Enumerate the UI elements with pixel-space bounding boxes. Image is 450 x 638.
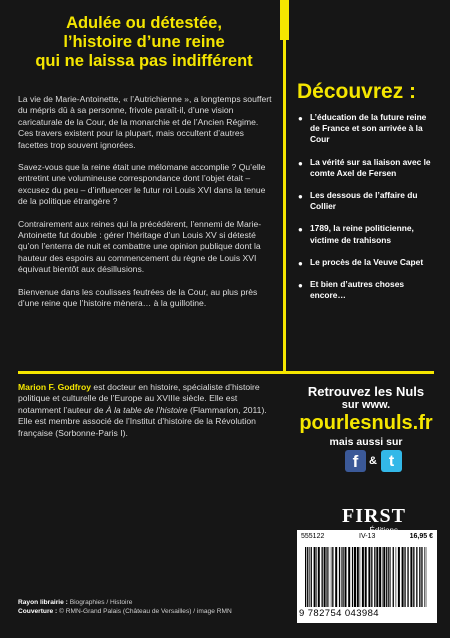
credits xyxy=(18,598,288,616)
website-link[interactable]: pourlesnuls.fr xyxy=(299,412,433,434)
promo-line-2: sur www. xyxy=(341,399,391,411)
headline xyxy=(18,14,270,71)
bullet-icon: ● xyxy=(298,158,303,168)
book-title: À la table de l’histoire xyxy=(105,404,188,415)
barcode-header xyxy=(301,533,433,544)
cover-value: © RMN-Grand Palais (Château de Versailles) / image RMN xyxy=(59,608,232,615)
horizontal-divider xyxy=(18,371,434,374)
barcode-panel xyxy=(297,530,437,623)
list-item: ● La vérité sur sa liaison avec le comte Axel de Fersen xyxy=(298,156,431,178)
bullet-icon: ● xyxy=(298,225,303,235)
edition-code: IV-13 xyxy=(359,533,376,540)
isbn-digits: 9 782754 043984 xyxy=(299,608,379,619)
bullet-icon: ● xyxy=(298,114,303,123)
twitter-icon[interactable]: t xyxy=(381,450,402,472)
promo-line-4: mais aussi sur xyxy=(329,436,403,448)
headline-line-3: qui ne laissa pas indifférent xyxy=(35,52,253,70)
cover-label: Couverture : xyxy=(18,608,58,615)
ampersand: & xyxy=(369,455,377,467)
list-item: ● Et bien d’autres choses encore… xyxy=(298,279,405,301)
vertical-divider xyxy=(283,36,286,371)
publisher-name: FIRST xyxy=(342,505,406,527)
bullet-icon: ● xyxy=(298,281,303,291)
yellow-corner-tab xyxy=(280,0,289,40)
bullet-icon: ● xyxy=(298,258,303,268)
author-bio: Marion F. Godfroy est docteur en histoire, spécialiste d’histoire politique et culturelle de l’Europe au XVIIIe siècle. Elle est notamment l’auteur de À la table de l’histoire (Flammarion, 2011). Elle est membre associé de l’Institut d’histoire de la Révolution française (Sorbonne-Paris I). xyxy=(18,382,267,438)
social-icons xyxy=(345,450,415,474)
synopsis-paragraph: Contrairement aux reines qui la précédèrent, l’ennemi de Marie-Antoinette fut double : gérer l’héritage d’un Louis XV si détesté qu’on l’enterra de nuit et combattre une opinion publique dont la hauteur des espoirs au commencement du règne de Louis XVI équivaut bientôt aux désillusions. xyxy=(18,218,262,275)
rayon-value: Biographies / Histoire xyxy=(69,599,133,606)
synopsis-paragraph: Bienvenue dans les coulisses feutrées de la Cour, au plus près d’une reine que l’histoire mènera… à la guillotine. xyxy=(18,286,258,309)
list-item: ● Les dessous de l’affaire du Collier xyxy=(298,190,418,212)
headline-line-2: l’histoire d’une reine xyxy=(63,33,225,51)
list-item: ● Le procès de la Veuve Capet xyxy=(298,256,424,268)
list-item: ● 1789, la reine politicienne, victime de trahisons xyxy=(298,223,414,245)
promo-block xyxy=(294,384,438,449)
synopsis-paragraph: La vie de Marie-Antoinette, « l’Autrichienne », a longtemps souffert du mépris dû à sa personne, frivole paraît-il, d’une vision caricaturale de la Cour, de la monarchie et de l’Ancien Régime. Ces travers existent pour la plupart, mais occultent d’autres facettes trop souvent ignorées. xyxy=(18,94,272,150)
synopsis-paragraph: Savez-vous que la reine était une mélomane accomplie ? Qu’elle entretint une volumineuse correspondance dont l’objet était – excusez du peu – d’influencer le futur roi Louis XVI dans la tenue de la politique étrangère ? xyxy=(18,162,266,207)
list-item: ● L’éducation de la future reine de France et son arrivée à la Cour xyxy=(298,112,427,145)
bullet-icon: ● xyxy=(298,192,303,202)
century: XVIIIe xyxy=(156,393,180,404)
promo-line-1: Retrouvez les Nuls xyxy=(307,384,425,399)
product-code: 555122 xyxy=(301,533,325,540)
discover-list xyxy=(298,112,438,312)
facebook-icon[interactable]: f xyxy=(345,450,366,472)
rayon-label: Rayon librairie : xyxy=(18,599,68,606)
price: 16,95 € xyxy=(409,533,433,540)
barcode-icon xyxy=(303,547,431,609)
author-name: Marion F. Godfroy xyxy=(18,382,92,392)
discover-title: Découvrez : xyxy=(297,80,417,103)
synopsis xyxy=(18,94,272,321)
headline-line-1: Adulée ou détestée, xyxy=(66,14,222,32)
